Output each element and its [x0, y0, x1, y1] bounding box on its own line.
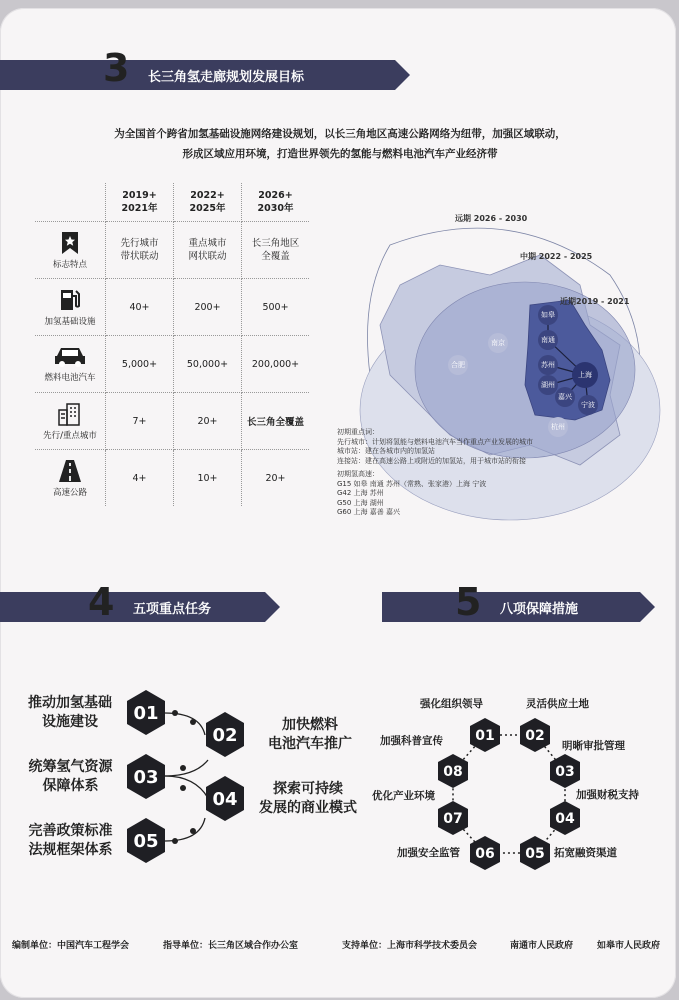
measure-03-text: 明晰审批管理	[562, 740, 625, 752]
measure-num-07: 07	[443, 811, 463, 827]
measure-05-text: 拓宽融资渠道	[554, 847, 617, 859]
col-header-2: 2022+ 2025年	[174, 183, 242, 222]
table-cell: 7+	[106, 393, 174, 450]
intro-line2: 形成区域应用环境，打造世界领先的氢能与燃料电池汽车产业经济带	[182, 148, 498, 160]
measure-02-text: 灵活供应土地	[526, 698, 589, 710]
task-num-03: 03	[133, 767, 159, 788]
section5-number: 5	[455, 580, 482, 624]
map-city-hefei: 合肥	[451, 361, 465, 369]
measure-num-04: 04	[555, 811, 575, 827]
task-04-text: 探索可持续 发展的商业模式	[259, 781, 357, 816]
map-city-huzhou: 湖州	[541, 381, 555, 389]
measure-num-02: 02	[525, 728, 545, 744]
table-cell: 先行城市 带状联动	[106, 222, 174, 279]
map-city-nantong: 南通	[541, 336, 555, 344]
task-05-text: 完善政策标准 法规框架体系	[28, 823, 113, 858]
task-num-02: 02	[212, 725, 238, 746]
col-header-3: 2026+ 2030年	[242, 183, 310, 222]
map-legend: 初期重点词： 先行城市：计划将氢能与燃料电池汽车当作重点产业发展的城市 城市站：建在各城市内的加氢站 连接站：建在高速公路上或附近的加氢站，用于城市站的衔接 初期氢高速： G15 如皋 南通 苏州（常熟、张家港）上海 宁波 G42 上海 苏州 G50 上海 湖州 G60 上海 嘉善 嘉兴	[337, 428, 533, 516]
footer-guide: 指导单位：长三角区域合作办公室	[163, 941, 299, 951]
footer-rugao: 如皋市人民政府	[597, 941, 661, 951]
row-label-fcv: 燃料电池汽车	[44, 372, 96, 383]
measure-num-08: 08	[443, 764, 463, 780]
table-cell: 50,000+	[174, 336, 242, 393]
map-label-near: 近期2019 - 2021	[560, 297, 630, 306]
task-01-text: 推动加氢基础 设施建设	[28, 695, 112, 730]
row-label-symbol: 标志特点	[52, 259, 87, 270]
table-cell: 200,000+	[242, 336, 310, 393]
section3-number: 3	[103, 46, 130, 90]
table-cell: 4+	[106, 450, 174, 507]
table-cell: 40+	[106, 279, 174, 336]
task-num-01: 01	[133, 703, 159, 724]
measure-04-text: 加强财税支持	[576, 789, 639, 801]
table-cell: 10+	[174, 450, 242, 507]
task-03-text: 统筹氢气资源 保障体系	[28, 759, 113, 794]
map-city-suzhou: 苏州	[541, 361, 555, 369]
table-cell: 重点城市 网状联动	[174, 222, 242, 279]
map-city-jiaxing: 嘉兴	[558, 393, 572, 401]
table-cell: 20+	[265, 472, 286, 484]
table-cell: 20+	[174, 393, 242, 450]
footer-nantong: 南通市人民政府	[510, 941, 574, 951]
table-cell: 200+	[174, 279, 242, 336]
measure-08-text: 加强科普宣传	[380, 735, 443, 747]
row-label-infra: 加氢基础设施	[44, 316, 96, 327]
section5-title: 八项保障措施	[500, 602, 579, 617]
row-label-highway: 高速公路	[52, 487, 87, 498]
measure-num-01: 01	[475, 728, 495, 744]
map-label-far: 远期 2026 - 2030	[455, 214, 528, 223]
measure-01-text: 强化组织领导	[420, 698, 483, 710]
map-city-rugao: 如皋	[541, 311, 555, 319]
task-02-text: 加快燃料 电池汽车推广	[268, 717, 352, 752]
table-cell: 长三角地区 全覆盖	[242, 222, 310, 279]
measure-num-05: 05	[525, 846, 545, 862]
col-header-1: 2019+ 2021年	[106, 183, 174, 222]
footer-editor: 编制单位：中国汽车工程学会	[12, 941, 130, 951]
map-city-ningbo: 宁波	[581, 401, 595, 409]
measure-num-06: 06	[475, 846, 495, 862]
map-label-mid: 中期 2022 - 2025	[520, 252, 593, 261]
row-label-cities: 先行/重点城市	[43, 430, 97, 441]
section3-title: 长三角氢走廊规划发展目标	[148, 70, 305, 85]
task-num-04: 04	[212, 789, 238, 810]
section4-number: 4	[88, 580, 115, 624]
measure-num-03: 03	[555, 764, 575, 780]
intro-line1: 为全国首个跨省加氢基础设施网络建设规划，以长三角地区高速公路网络为纽带，加强区域联动，	[114, 128, 566, 140]
section4-title: 五项重点任务	[133, 602, 212, 617]
map-city-hangzhou: 杭州	[551, 423, 565, 431]
map-city-nanjing: 南京	[491, 339, 505, 347]
measure-07-text: 优化产业环境	[372, 790, 435, 802]
table-cell: 500+	[242, 279, 310, 336]
map-city-shanghai: 上海	[578, 371, 592, 379]
task-num-05: 05	[133, 831, 159, 852]
measure-06-text: 加强安全监管	[397, 847, 460, 859]
table-cell: 长三角全覆盖	[242, 393, 310, 450]
footer-support: 支持单位：上海市科学技术委员会	[342, 941, 478, 951]
table-cell: 5,000+	[106, 336, 174, 393]
